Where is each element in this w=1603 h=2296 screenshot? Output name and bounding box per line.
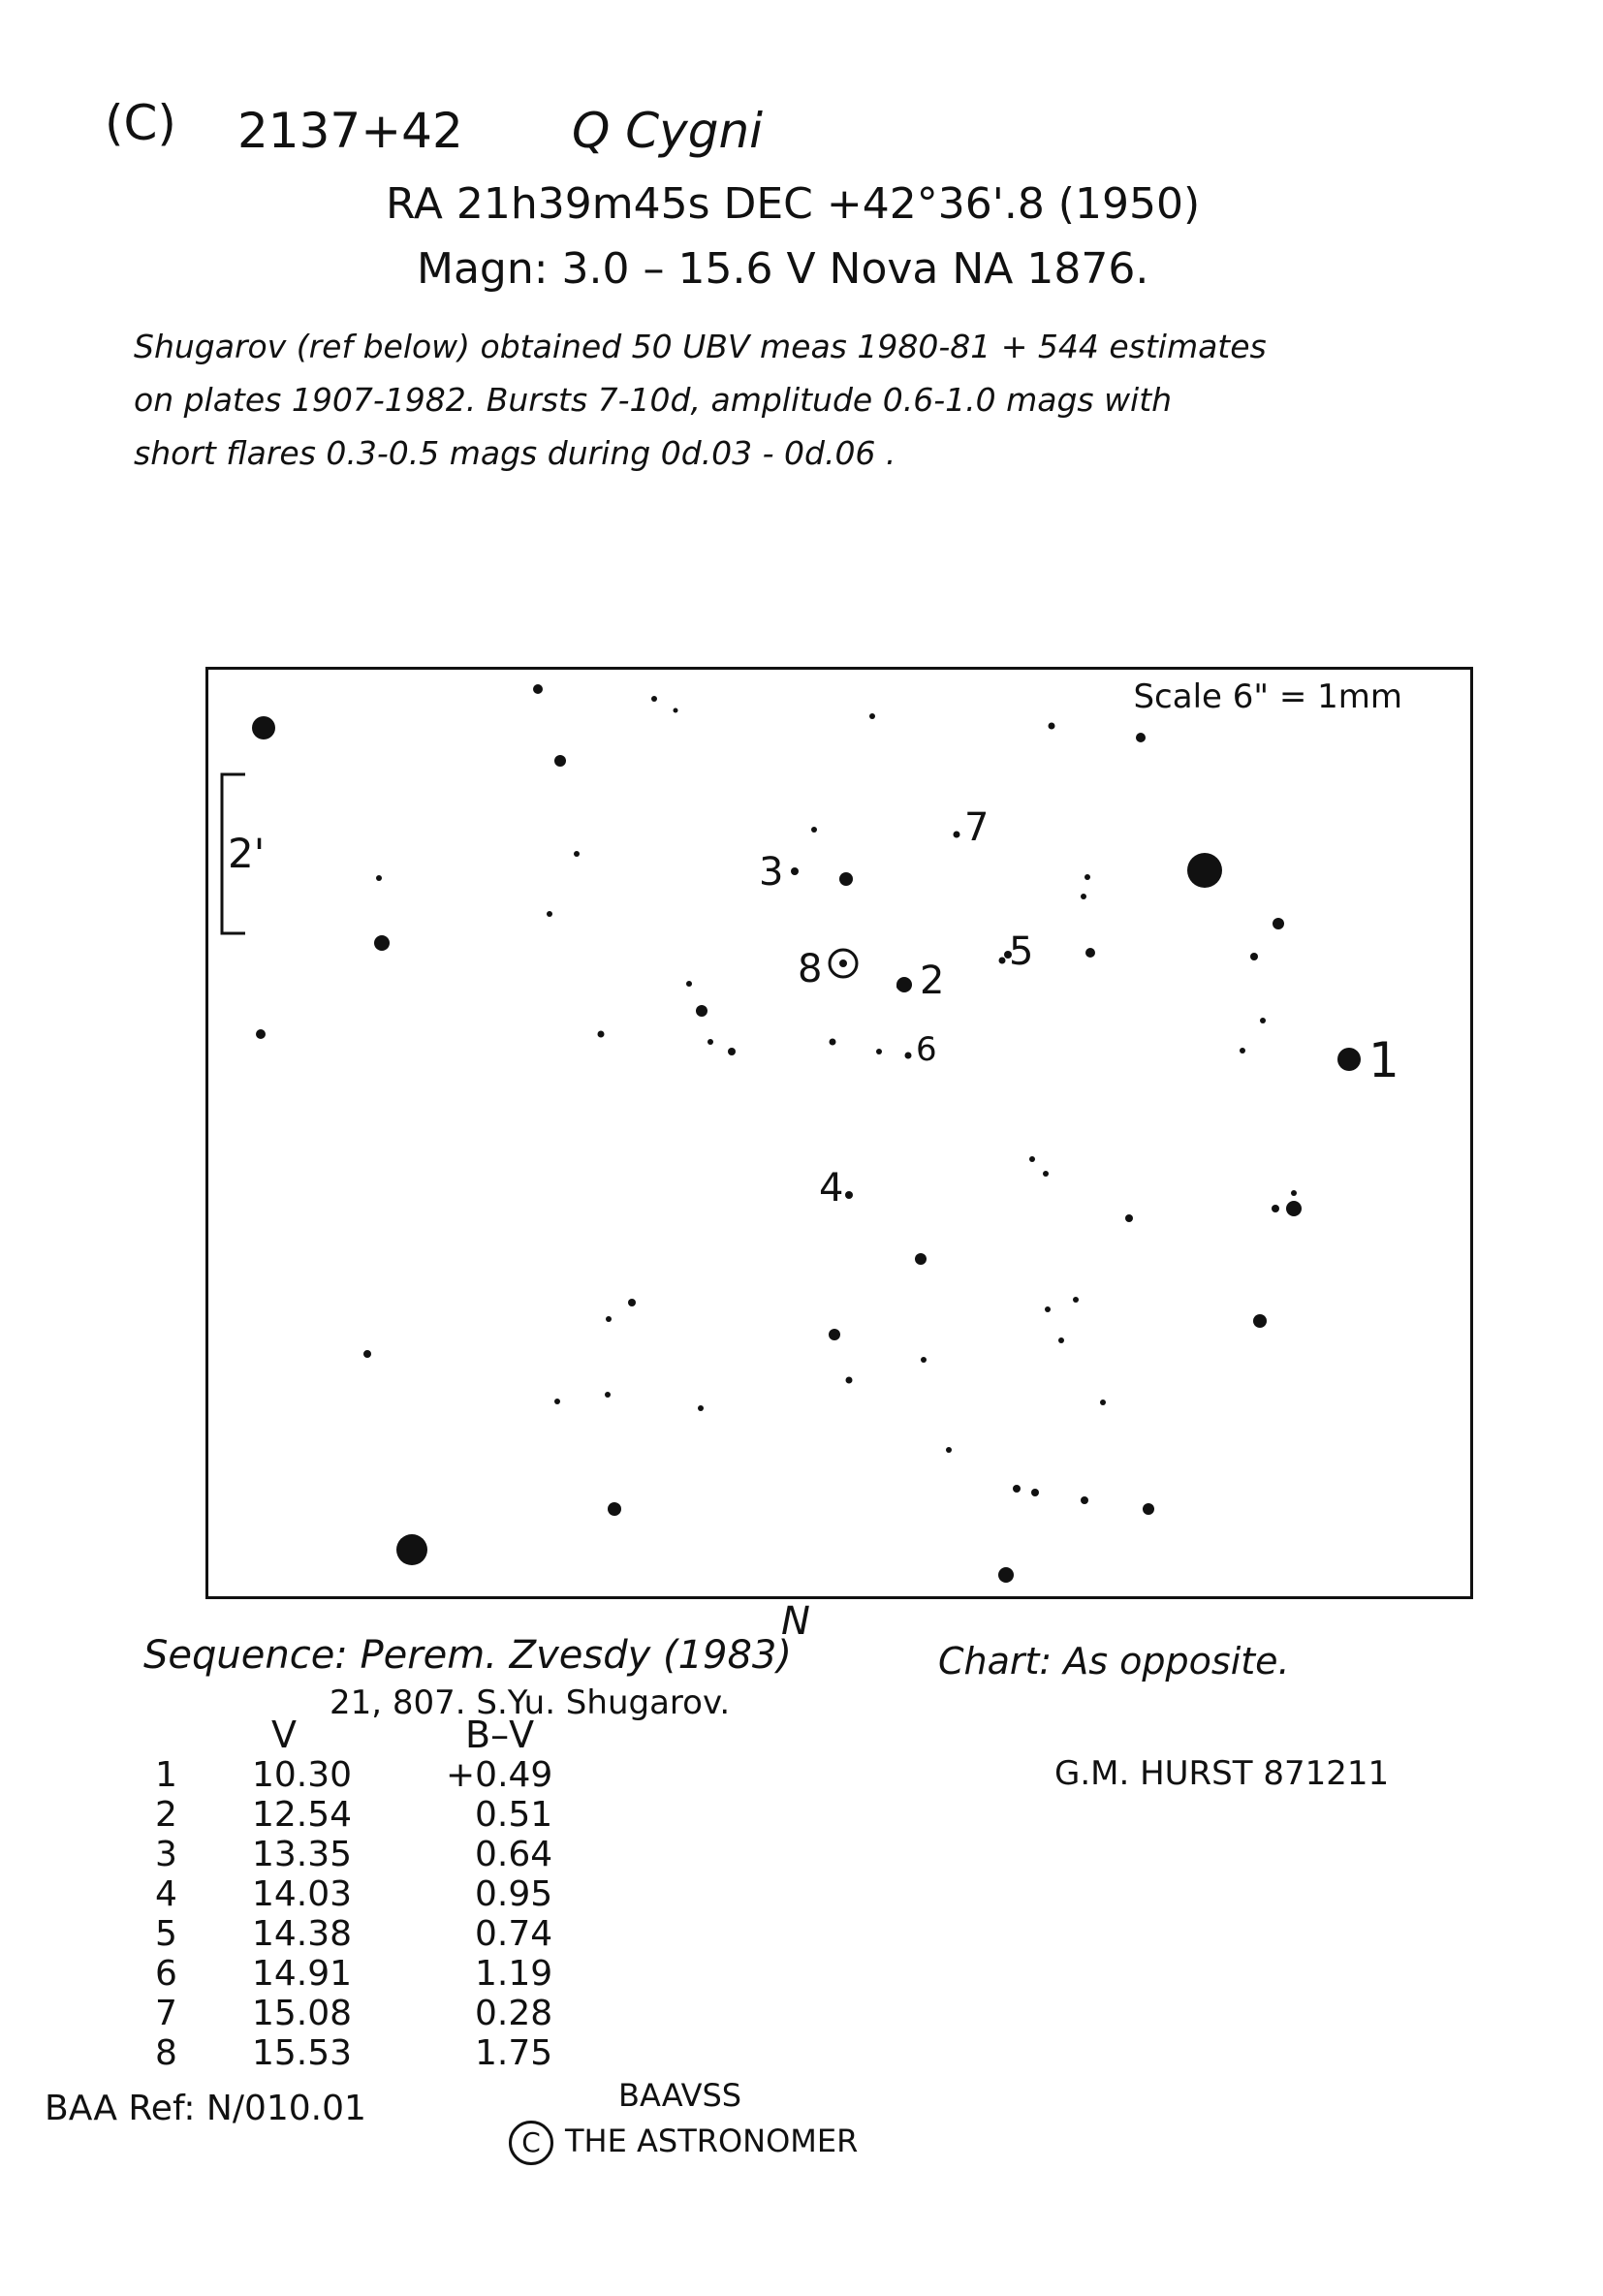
row-num: 1 (155, 1755, 177, 1795)
star (606, 1316, 612, 1322)
row-v: 14.38 (252, 1914, 353, 1954)
star (554, 755, 566, 767)
star (1013, 1485, 1021, 1493)
star (256, 1029, 266, 1039)
table-row (126, 1874, 601, 1914)
row-v: 10.30 (252, 1755, 353, 1795)
scale-bar-label: 2' (228, 830, 266, 877)
comp-star-3 (791, 867, 799, 875)
label-star-1: 1 (1368, 1032, 1399, 1088)
table-row (126, 1755, 601, 1795)
star (628, 1299, 636, 1306)
publication-name: THE ASTRONOMER (565, 2123, 859, 2159)
col-bv: B–V (465, 1714, 535, 1756)
star (915, 1253, 927, 1265)
table-header (126, 1715, 601, 1755)
row-num: 5 (155, 1914, 177, 1954)
row-bv: 0.74 (475, 1914, 553, 1954)
label-star-2: 2 (920, 959, 945, 1003)
row-v: 13.35 (252, 1835, 353, 1874)
star (686, 981, 692, 987)
author-date: G.M. HURST 871211 (1054, 1754, 1390, 1793)
row-bv: 1.19 (475, 1954, 553, 1994)
variable-star (839, 959, 847, 967)
star (376, 875, 382, 881)
star (1043, 1171, 1049, 1177)
star (674, 708, 678, 713)
row-num: 6 (155, 1954, 177, 1994)
star (829, 1329, 840, 1340)
row-num: 4 (155, 1874, 177, 1914)
star (1286, 1201, 1302, 1216)
col-num (126, 1715, 233, 1755)
copyright-icon: C (509, 2121, 553, 2165)
star (1291, 1190, 1297, 1196)
row-num: 3 (155, 1835, 177, 1874)
star-field (208, 670, 1470, 1596)
label-star-8: 8 (798, 947, 823, 991)
star (1085, 948, 1095, 958)
star (1100, 1400, 1106, 1405)
star (696, 1005, 707, 1017)
table-row (126, 1994, 601, 2033)
field-stars (252, 684, 1302, 1583)
star (1260, 1018, 1266, 1023)
label-star-7: 7 (964, 805, 990, 850)
comp-star-1 (1337, 1048, 1361, 1071)
scale-note: Scale 6" = 1mm (1133, 677, 1402, 716)
star (946, 1447, 952, 1453)
row-v: 15.08 (252, 1994, 353, 2033)
baavss-label: BAAVSS (618, 2077, 742, 2114)
row-bv: 0.64 (475, 1835, 553, 1874)
north-label: N (781, 1599, 810, 1644)
comparison-stars (791, 832, 1361, 1200)
star (1073, 1297, 1079, 1303)
star (598, 1031, 605, 1038)
coordinates: RA 21h39m45s DEC +42°36'.8 (1950) (386, 179, 1201, 229)
star (1081, 894, 1086, 899)
star (728, 1048, 736, 1055)
row-num: 8 (155, 2033, 177, 2073)
star (1084, 874, 1090, 880)
star (374, 935, 390, 951)
star (811, 827, 817, 833)
star (1058, 1337, 1064, 1343)
star (1273, 918, 1284, 929)
star (1029, 1156, 1035, 1162)
comp-star-4 (845, 1191, 853, 1199)
row-bv: 0.28 (475, 1994, 553, 2033)
star (1049, 723, 1055, 730)
row-bv: 1.75 (475, 2033, 553, 2073)
star (1187, 853, 1222, 888)
magnitude-range: Magn: 3.0 – 15.6 V Nova NA 1876. (417, 244, 1149, 294)
star (869, 713, 875, 719)
baa-reference: BAA Ref: N/010.01 (45, 2089, 366, 2128)
star (608, 1502, 621, 1516)
star (1081, 1496, 1088, 1504)
star (547, 911, 552, 917)
row-num: 7 (155, 1994, 177, 2033)
star (574, 851, 580, 857)
star (554, 1399, 560, 1404)
star (1045, 1306, 1051, 1312)
table-row (126, 1954, 601, 1994)
star (1240, 1048, 1245, 1054)
star (396, 1534, 427, 1565)
star (533, 684, 543, 694)
star (1136, 733, 1146, 742)
star (1143, 1503, 1154, 1515)
copyright-line (509, 2121, 858, 2165)
col-v: V (271, 1714, 297, 1756)
comp-star-2 (896, 977, 912, 992)
section-label: (C) (105, 95, 176, 151)
star (839, 872, 853, 886)
row-v: 14.91 (252, 1954, 353, 1994)
chart-note: Chart: As opposite. (938, 1640, 1290, 1683)
table-row (126, 1914, 601, 1954)
star (1272, 1205, 1279, 1212)
row-v: 15.53 (252, 2033, 353, 2073)
table-row (126, 2033, 601, 2073)
star (698, 1405, 704, 1411)
star-designation: 2137+42 (237, 103, 463, 159)
star (830, 1039, 836, 1046)
star (1250, 953, 1258, 960)
star (846, 1377, 853, 1384)
label-star-4: 4 (819, 1166, 844, 1211)
star (876, 1049, 882, 1054)
note-line-2: on plates 1907-1982. Bursts 7-10d, amplitude 0.6-1.0 mags with (134, 381, 1173, 419)
sequence-reference: 21, 807. S.Yu. Shugarov. (330, 1683, 731, 1722)
row-num: 2 (155, 1795, 177, 1835)
note-line-1: Shugarov (ref below) obtained 50 UBV meas 1980-81 + 544 estimates (134, 328, 1267, 365)
star (921, 1357, 927, 1363)
star (707, 1039, 713, 1045)
label-star-6: 6 (916, 1030, 937, 1069)
comp-star-5 (999, 958, 1006, 964)
star (605, 1392, 611, 1398)
label-star-3: 3 (759, 850, 784, 895)
row-v: 14.03 (252, 1874, 353, 1914)
row-bv: 0.95 (475, 1874, 553, 1914)
row-bv: 0.51 (475, 1795, 553, 1835)
star-name: Q Cygni (572, 103, 764, 159)
star (1031, 1489, 1039, 1496)
comp-star-7 (954, 832, 960, 838)
finder-chart (205, 667, 1473, 1599)
star (363, 1350, 371, 1358)
row-v: 12.54 (252, 1795, 353, 1835)
comp-star-6 (905, 1053, 912, 1059)
label-star-5: 5 (1009, 929, 1034, 974)
star (651, 696, 657, 702)
star (252, 716, 275, 739)
table-row (126, 1835, 601, 1874)
sequence-heading: Sequence: Perem. Zvesdy (1983) (143, 1633, 792, 1678)
star (1253, 1314, 1267, 1328)
table-row (126, 1795, 601, 1835)
row-bv: +0.49 (446, 1755, 553, 1795)
star (1125, 1214, 1133, 1222)
note-line-3: short flares 0.3-0.5 mags during 0d.03 - 0d.06 . (134, 434, 896, 472)
star (998, 1567, 1014, 1583)
sequence-table (126, 1715, 601, 2073)
